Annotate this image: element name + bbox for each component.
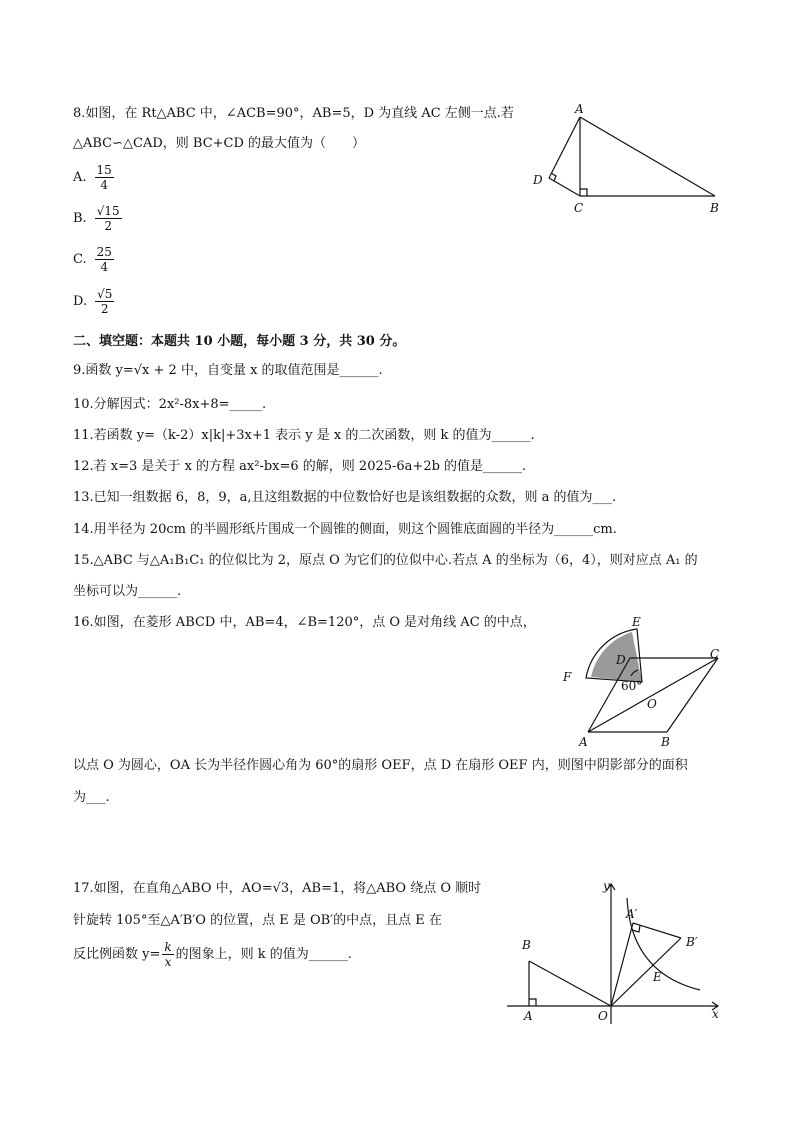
q16-line1: 16.如图，在菱形 ABCD 中，AB=4，∠B=120°，点 O 是对角线 AC 的中点， — [73, 615, 536, 630]
point-label-a: A — [579, 735, 588, 749]
point-label-a: A — [524, 1009, 533, 1023]
angle-label: 60° — [621, 679, 643, 693]
q17-line3-start: 反比例函数 y= — [73, 946, 161, 962]
q8-option-a — [73, 163, 114, 192]
side-ad — [549, 117, 580, 178]
q15-line2: 坐标可以为______. — [73, 584, 182, 599]
q8-option-d — [73, 287, 114, 316]
q8-line1: 8.如图，在 Rt△ABC 中，∠ACB=90°，AB=5，D 为直线 AC 左侧一点.若 — [73, 106, 514, 121]
point-label-o: O — [647, 697, 657, 711]
segment-ob1 — [611, 938, 681, 1006]
segment-bo — [529, 961, 611, 1006]
fraction-numerator: 25 — [96, 245, 112, 259]
q17-line2: 针旋转 105°至△A′B′O 的位置，点 E 是 OB′的中点，且点 E 在 — [73, 913, 442, 928]
option-label: A. — [73, 170, 87, 185]
q10-text: 10.分解因式：2x²-8x+8=_____. — [73, 397, 267, 412]
point-label-b: B — [661, 735, 670, 749]
q13-text: 13.已知一组数据 6，8，9，a,且这组数据的中位数恰好也是该组数据的众数，则 a 的值为___. — [73, 490, 617, 505]
option-fraction — [95, 287, 114, 316]
fraction-denominator: 4 — [100, 178, 108, 192]
point-label-e: E — [632, 615, 641, 629]
fraction-numerator: √5 — [97, 287, 113, 301]
option-fraction — [95, 245, 114, 274]
option-label: C. — [73, 252, 87, 267]
q8-option-c — [73, 245, 114, 274]
segment-oa1 — [611, 923, 633, 1006]
point-label-a-prime: A′ — [626, 907, 638, 921]
q16-line2: 以点 O 为圆心，OA 长为半径作圆心角为 60°的扇形 OEF，点 D 在扇形 OEF 内，则图中阴影部分的面积 — [73, 758, 688, 773]
option-label: B. — [73, 211, 87, 226]
k-over-x-fraction — [162, 940, 173, 969]
axis-label-x: x — [712, 1007, 719, 1021]
section-heading: 二、填空题：本题共 10 小题，每小题 3 分，共 30 分。 — [73, 334, 406, 349]
q17-line1: 17.如图，在直角△ABO 中，AO=√3，AB=1，将△ABO 绕点 O 顺时 — [73, 881, 482, 896]
q9-text: 9.函数 y=√x + 2 中，自变量 x 的取值范围是______. — [73, 363, 383, 378]
fraction-denominator: 2 — [100, 302, 109, 316]
point-label-d: D — [533, 173, 543, 187]
fraction-numerator: k — [164, 940, 172, 954]
fraction-numerator: 15 — [96, 163, 112, 177]
option-fraction — [95, 163, 114, 192]
point-label-b: B — [710, 201, 719, 215]
side-ab — [580, 117, 715, 196]
axis-label-y: y — [603, 879, 610, 893]
q8-triangle-figure — [525, 100, 725, 220]
q15-line1: 15.△ABC 与△A₁B₁C₁ 的位似比为 2，原点 O 为它们的位似中心.若点 A 的坐标为（6，4），则对应点 A₁ 的 — [73, 553, 698, 568]
point-label-c: C — [574, 201, 584, 215]
q16-line3: 为___. — [73, 790, 110, 805]
q12-text: 12.若 x=3 是关于 x 的方程 ax²-bx=6 的解，则 2025-6a+2b 的值是______. — [73, 459, 527, 474]
q8-line2: △ABC∽△CAD，则 BC+CD 的最大值为（ ） — [73, 136, 366, 151]
point-label-d: D — [616, 653, 626, 667]
option-fraction — [95, 204, 122, 233]
point-label-b: B — [522, 938, 531, 952]
q17-line3-end: 的图象上，则 k 的值为______. — [175, 946, 352, 962]
q14-text: 14.用半径为 20cm 的半圆形纸片围成一个圆锥的侧面，则这个圆锥底面圆的半径为______cm. — [73, 522, 617, 537]
side-bc — [667, 658, 718, 732]
q17-coordinate-figure — [505, 878, 730, 1028]
point-label-c: C — [710, 647, 720, 661]
q11-text: 11.若函数 y=（k-2）x|k|+3x+1 表示 y 是 x 的二次函数，则 k 的值为______. — [73, 428, 535, 443]
fraction-denominator: 4 — [100, 260, 109, 274]
point-label-e: E — [653, 970, 662, 984]
point-label-o: O — [598, 1009, 608, 1023]
point-label-a: A — [575, 102, 584, 116]
right-angle-c — [580, 189, 587, 196]
point-label-b-prime: B′ — [686, 935, 698, 949]
q17-line3 — [73, 940, 352, 969]
q16-rhombus-figure — [560, 612, 735, 752]
point-label-f: F — [563, 670, 572, 684]
fraction-numerator: √15 — [96, 204, 120, 218]
option-label: D. — [73, 294, 88, 309]
fraction-denominator: x — [164, 955, 172, 969]
fraction-denominator: 2 — [104, 219, 112, 233]
q8-option-b — [73, 204, 122, 233]
right-angle-a — [529, 999, 536, 1006]
